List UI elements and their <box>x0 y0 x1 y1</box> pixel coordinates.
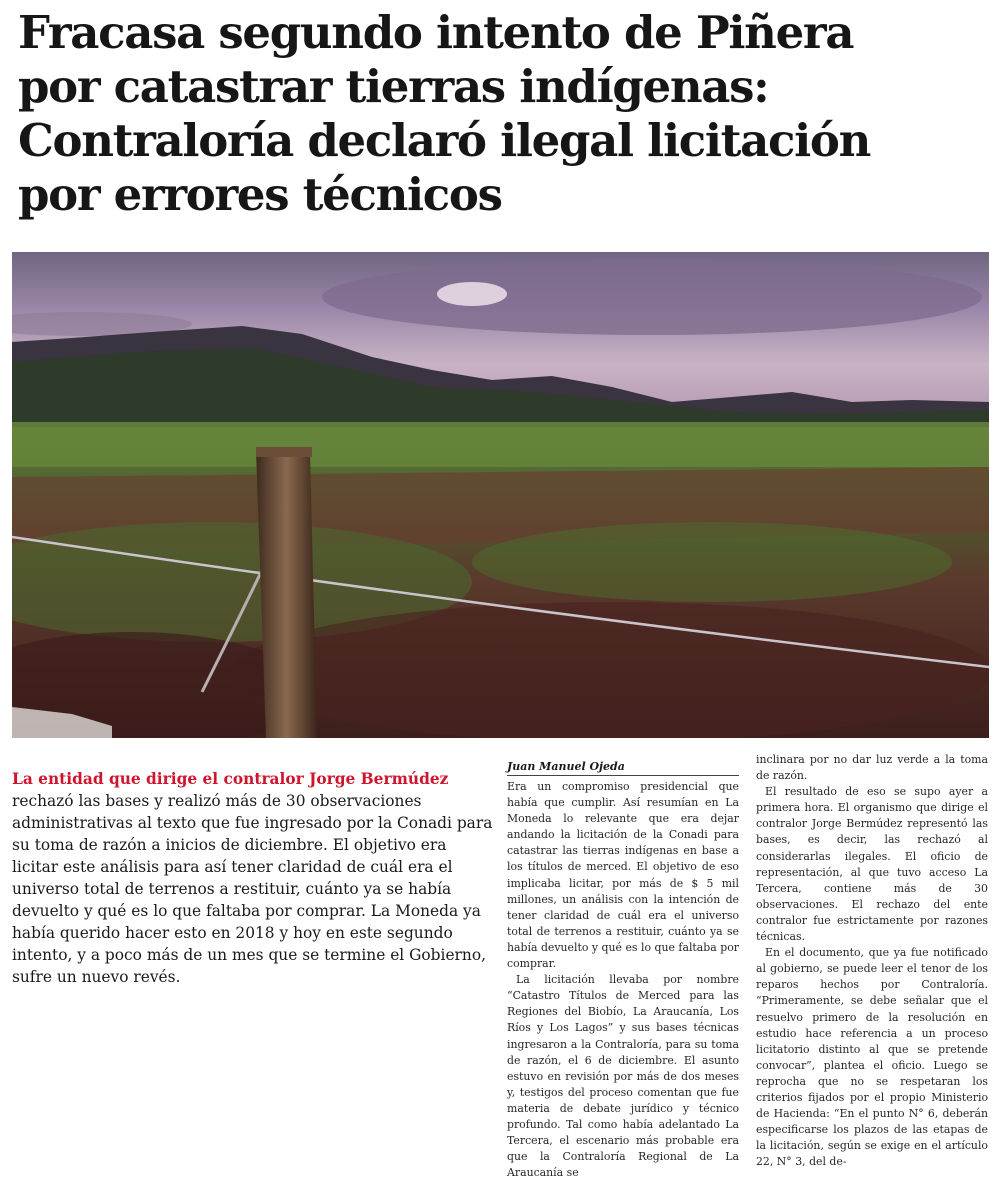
lead-paragraph <box>12 768 494 988</box>
body-paragraph: En el documento, que ya fue notificado al gobierno, se puede leer el tenor de los reparos hechos por Contraloría. “Primeramente, se debe señalar que el resuelvo primero de la resolución en estudio hace referencia a un proceso licitatorio distinto al que se pretende convocar”, plantea el oficio. Luego se reprocha que no se respetaran los criterios fijados por el propio Ministerio de Hacienda: “En el punto N° 6, deberán especificarse los plazos de las etapas de la licitación, según se exige en el artículo 22, N° 3, del de- <box>756 946 988 1169</box>
landscape-photo <box>12 252 989 738</box>
body-paragraph: Era un compromiso presidencial que había que cumplir. Así resumían en La Moneda lo relevante que era dejar andando la licitación de la Conadi para catastrar las tierras indígenas en base a los títulos de merced. El objetivo de eso implicaba licitar, por más de $ 5 mil millones, un análisis con la intención de tener claridad de cuál era el universo total de terrenos a restituir, cuánto ya se había devuelto y qué es lo que faltaba por comprar. <box>507 780 739 971</box>
body-column-2 <box>756 752 988 1170</box>
body-paragraph: inclinara por no dar luz verde a la toma de razón. <box>756 753 988 783</box>
body-column-1 <box>507 752 739 1181</box>
landscape-illustration <box>12 252 989 738</box>
lead-text: rechazó las bases y realizó más de 30 observaciones administrativas al texto que fue ingresado por la Conadi para su toma de razón a inicios de diciembre. El objetivo era licitar este análisis para así tener claridad de cuál era el universo total de terrenos a restituir, cuánto ya se había devuelto y qué es lo que faltaba por comprar. La Moneda ya había querido hacer esto en 2018 y hoy en este segundo intento, y a poco más de un mes que se termine el Gobierno, sufre un nuevo revés. <box>12 792 493 986</box>
byline: Juan Manuel Ojeda <box>507 752 739 776</box>
body-paragraph: La licitación llevaba por nombre “Catastro Títulos de Merced para las Regiones del Biobío, La Araucanía, Los Ríos y Los Lagos” y sus bases técnicas ingresaron a la Contraloría, para su toma de razón, el 6 de diciembre. El asunto estuvo en revisión por más de dos meses y, testigos del proceso comentan que fue materia de debate jurídico y técnico profundo. Tal como había adelantado La Tercera, el escenario más probable era que la Contraloría Regional de La Araucanía se <box>507 973 739 1180</box>
lead-highlight: La entidad que dirige el contralor Jorge Bermúdez <box>12 770 449 788</box>
headline: Fracasa segundo intento de Piñera por catastrar tierras indígenas: Contraloría declaró ilegal licitación por errores técnicos <box>18 6 871 221</box>
body-paragraph: El resultado de eso se supo ayer a primera hora. El organismo que dirige el contralor Jorge Bermúdez representó las bases, es decir, las rechazó al considerarlas ilegales. El oficio de representación, al que tuvo acceso La Tercera, contiene más de 30 observaciones. El rechazo del ente contralor fue estrictamente por razones técnicas. <box>756 785 988 944</box>
